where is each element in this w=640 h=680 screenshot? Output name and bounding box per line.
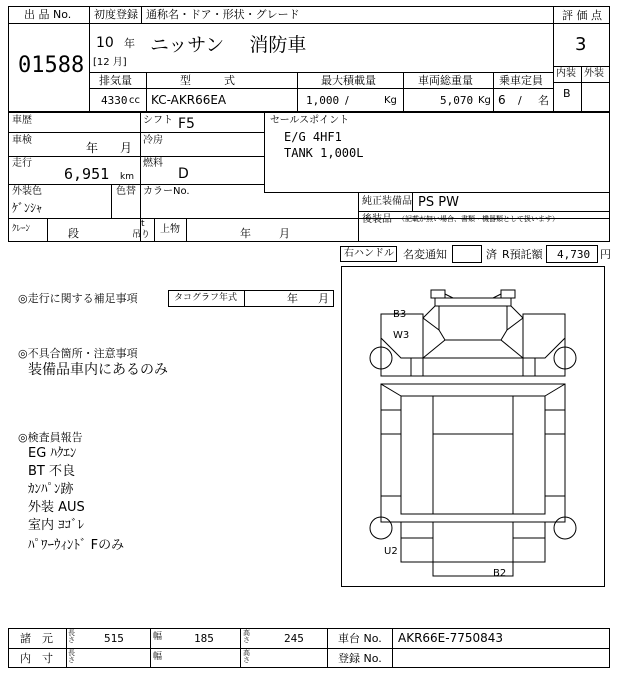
damage-mark-w3: W3 bbox=[393, 330, 410, 341]
max-load-slash: / bbox=[345, 94, 349, 107]
lot-number-label: 出 品 No. bbox=[24, 8, 72, 21]
damage-mark-b3: B3 bbox=[393, 309, 407, 320]
defects-title: ◎不具合箇所・注意事項 bbox=[18, 347, 138, 360]
height-label: 高さ bbox=[243, 629, 250, 644]
chassis-number-label: 車台 No. bbox=[338, 632, 382, 645]
color-value: ｹﾞﾝｼｬ bbox=[12, 201, 43, 215]
upper-body-month-unit: 月 bbox=[279, 227, 290, 240]
car-name: ニッサン 消防車 bbox=[150, 34, 307, 56]
inner-height-label: 高さ bbox=[243, 649, 250, 664]
aircon-label: 冷房 bbox=[143, 135, 163, 146]
interior-grade: B bbox=[563, 87, 571, 100]
color-change-label: 色替 bbox=[116, 186, 136, 197]
mileage-value: 6,951 bbox=[64, 165, 110, 183]
capacity-label: 乗車定員 bbox=[499, 74, 543, 87]
lot-number: 01588 bbox=[18, 53, 85, 78]
specs-label: 諸 元 bbox=[20, 632, 53, 645]
capacity-value: 6 bbox=[498, 93, 506, 107]
registration-month: [12 月] bbox=[93, 57, 127, 68]
max-load-value: 1,000 bbox=[306, 94, 340, 107]
upper-body-label: 上物 bbox=[160, 224, 180, 235]
capacity-slash: / bbox=[518, 94, 522, 107]
name-change-box bbox=[452, 245, 482, 263]
inner-length-label: 長さ bbox=[68, 649, 75, 664]
gross-weight-unit: Kg bbox=[478, 95, 491, 106]
model-value: KC-AKR66EA bbox=[151, 93, 227, 107]
grade-label: 評 価 点 bbox=[562, 9, 602, 22]
sales-point-line2: TANK 1,000L bbox=[284, 146, 364, 160]
recycle-label: R預託額 bbox=[502, 248, 543, 261]
first-registration-label: 初度登録 bbox=[94, 8, 138, 21]
upper-body-year-unit: 年 bbox=[240, 227, 251, 240]
fuel-label: 燃料 bbox=[143, 158, 163, 169]
report-line: BT 不良 bbox=[28, 464, 75, 479]
fuel-value: D bbox=[178, 166, 189, 182]
gross-weight-value: 5,070 bbox=[440, 94, 474, 107]
grade-value: 3 bbox=[575, 34, 587, 55]
crane-label: ｸﾚｰﾝ bbox=[12, 224, 31, 234]
height-value: 245 bbox=[284, 632, 304, 645]
damage-mark-b2: B2 bbox=[493, 568, 507, 579]
capacity-unit: 名 bbox=[538, 94, 549, 107]
recycle-unit: 円 bbox=[600, 248, 611, 261]
exterior-grade-label: 外装 bbox=[584, 68, 604, 79]
aftermarket-label: 後装品 bbox=[362, 214, 392, 225]
report-line: ｶﾝﾊﾟﾝ跡 bbox=[28, 482, 74, 497]
tachograph-label: タコグラフ年式 bbox=[174, 293, 238, 303]
sales-point-label: セールスポイント bbox=[270, 115, 350, 126]
report-line: EG ﾊｸｴﾝ bbox=[28, 446, 77, 461]
sales-point-line1: E/G 4HF1 bbox=[284, 130, 342, 144]
registration-year: 10 bbox=[96, 35, 114, 51]
tachograph-year-unit: 年 bbox=[287, 292, 298, 305]
inspector-report-title: ◎検査員報告 bbox=[18, 431, 83, 444]
width-value: 185 bbox=[194, 632, 214, 645]
recycle-mark: 済 bbox=[486, 248, 497, 261]
model-label: 型 式 bbox=[180, 74, 235, 87]
inner-size-label: 内 寸 bbox=[20, 652, 53, 665]
max-load-unit: Kg bbox=[384, 95, 397, 106]
history-label: 車歴 bbox=[12, 115, 32, 126]
report-line: 外装 AUS bbox=[28, 500, 85, 515]
displacement-unit: cc bbox=[129, 95, 140, 106]
interior-grade-label: 内装 bbox=[556, 68, 576, 79]
steering-side: 右ハンドル bbox=[344, 248, 394, 259]
inner-width-label: 幅 bbox=[153, 652, 163, 662]
max-load-label: 最大積載量 bbox=[321, 74, 376, 87]
inspection-month-unit: 月 bbox=[120, 141, 133, 155]
tachograph-month-unit: 月 bbox=[318, 292, 329, 305]
aftermarket-note: （記載が無い場合、書類・機器類として扱います） bbox=[398, 215, 559, 223]
mileage-label: 走行 bbox=[12, 158, 32, 169]
chassis-number: AKR66E-7750843 bbox=[398, 631, 504, 645]
registration-number-label: 登録 No. bbox=[338, 652, 382, 665]
width-label: 幅 bbox=[153, 632, 163, 642]
shift-value: F5 bbox=[178, 116, 195, 132]
crane-lift-unit: 吊り bbox=[132, 230, 151, 240]
recycle-value: 4,730 bbox=[557, 248, 591, 261]
genuine-equipment-label: 純正装備品 bbox=[362, 196, 412, 207]
name-change-label: 名変通知 bbox=[403, 248, 447, 261]
report-line: ﾊﾟﾜｰｳｨﾝﾄﾞ Fのみ bbox=[28, 538, 125, 553]
damage-mark-u2: U2 bbox=[384, 546, 398, 557]
car-name-label: 通称名・ドア・形状・グレード bbox=[146, 8, 300, 21]
report-line: 室内 ﾖｺﾞﾚ bbox=[28, 518, 85, 533]
registration-year-unit: 年 bbox=[124, 37, 135, 50]
genuine-equipment-value: PS PW bbox=[418, 195, 459, 210]
length-value: 515 bbox=[104, 632, 124, 645]
length-label: 長さ bbox=[68, 629, 75, 644]
crane-stage-unit: 段 bbox=[68, 227, 79, 240]
displacement-label: 排気量 bbox=[99, 74, 132, 87]
mileage-unit: km bbox=[120, 172, 134, 182]
inspection-year-unit: 年 bbox=[86, 141, 99, 155]
color-label: 外装色 bbox=[12, 186, 42, 197]
color-code-label: カラーNo. bbox=[143, 186, 190, 197]
truck-diagram bbox=[341, 266, 605, 587]
gross-weight-label: 車両総重量 bbox=[418, 74, 473, 87]
driving-notes-title: ◎走行に関する補足事項 bbox=[18, 292, 138, 305]
defects-line: 装備品車内にあるのみ bbox=[28, 362, 168, 378]
inspection-label: 車検 bbox=[12, 135, 32, 146]
shift-label: シフト bbox=[143, 115, 173, 126]
crane-ton-unit: t bbox=[141, 219, 145, 229]
displacement-value: 4330 bbox=[101, 94, 128, 107]
